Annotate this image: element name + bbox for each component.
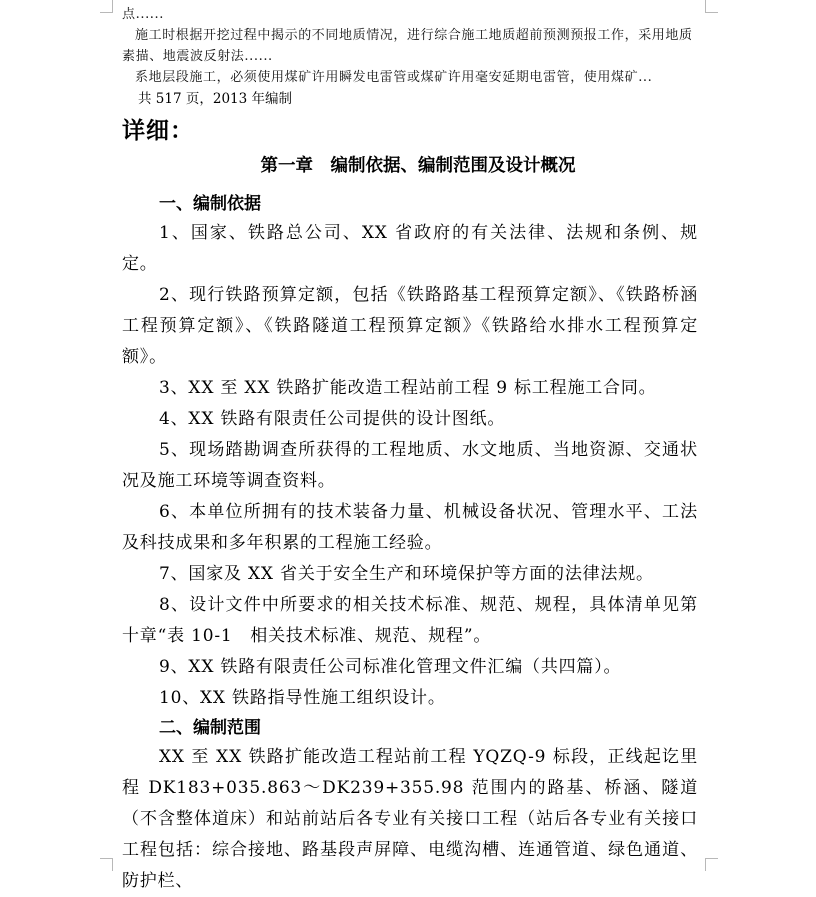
list-item: 5、现场踏勘调查所获得的工程地质、水文地质、当地资源、交通状况及施工环境等调查资料。 <box>122 440 698 491</box>
snippet-line: 点...... <box>122 7 164 22</box>
page-corner-mark-top-left <box>100 0 113 13</box>
page-corner-mark-bottom-right <box>705 858 718 871</box>
snippet-line: 施工时根据开挖过程中揭示的不同地质情况，进行综合施工地质超前预测预报工作，采用地质素描、地震波反射法...... <box>122 28 693 64</box>
snippet-line: 系地层段施工，必须使用煤矿许用瞬发电雷管或煤矿许用毫安延期电雷管，使用煤矿... <box>135 70 653 85</box>
list-item: 6、本单位所拥有的技术装备力量、机械设备状况、管理水平、工法及科技成果和多年积累的工程施工经验。 <box>122 502 698 553</box>
page-corner-mark-bottom-left <box>100 858 113 871</box>
list-item: 2、现行铁路预算定额，包括《铁路路基工程预算定额》、《铁路桥涵工程预算定额》、《铁路隧道工程预算定额》《铁路给水排水工程预算定额》。 <box>122 285 698 367</box>
list-item: 3、XX 至 XX 铁路扩能改造工程站前工程 9 标工程施工合同。 <box>159 378 657 398</box>
list-item: 9、XX 铁路有限责任公司标准化管理文件汇编（共四篇）。 <box>159 657 622 677</box>
list-item: 7、国家及 XX 省关于安全生产和环境保护等方面的法律法规。 <box>159 564 654 584</box>
page-count-note: 共 517 页，2013 年编制 <box>138 91 292 107</box>
list-item: 10、XX 铁路指导性施工组织设计。 <box>159 688 446 708</box>
list-item: 4、XX 铁路有限责任公司提供的设计图纸。 <box>159 409 506 429</box>
section-heading-basis: 一、编制依据 <box>159 194 261 214</box>
chapter-title: 第一章 编制依据、编制范围及设计概况 <box>260 156 576 176</box>
page-corner-mark-top-right <box>705 0 718 13</box>
list-item: 1、国家、铁路总公司、XX 省政府的有关法律、法规和条例、规定。 <box>122 223 698 274</box>
scope-paragraph: XX 至 XX 铁路扩能改造工程站前工程 YQZQ-9 标段，正线起讫里程 DK183+035.863～DK239+355.98 范围内的路基、桥涵、隧道（不含整体道床）和站前站后各专业有关接口工程（站后各专业有关接口工程包括：综合接地、路基段声屏障、电缆沟槽、连通管道、绿色通道、防护栏、 <box>122 747 698 891</box>
detail-heading: 详细： <box>122 118 194 144</box>
list-item: 8、设计文件中所要求的相关技术标准、规范、规程，具体清单见第十章“表 10-1 相关技术标准、规范、规程”。 <box>122 595 698 646</box>
section-heading-scope: 二、编制范围 <box>159 718 261 738</box>
document-page <box>122 0 698 897</box>
